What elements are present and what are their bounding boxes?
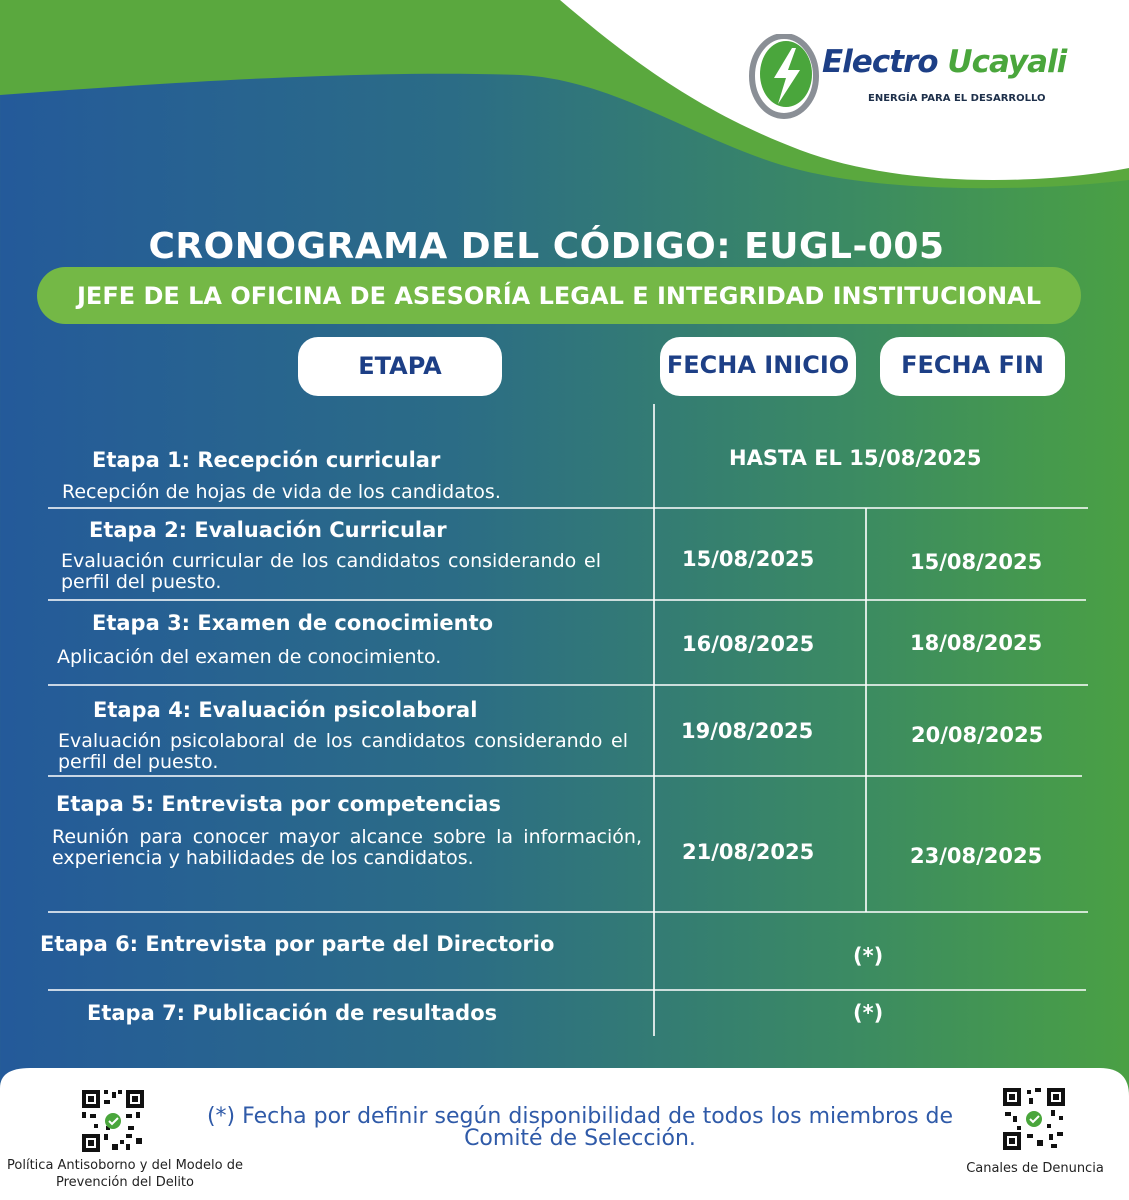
- brand-word-ucayali: Ucayali: [947, 44, 1067, 80]
- brand-tagline: ENERGÍA PARA EL DESARROLLO: [868, 93, 1046, 104]
- stage-2-title: Etapa 2: Evaluación Curricular: [89, 518, 447, 542]
- stage-1-range: HASTA EL 15/08/2025: [729, 446, 982, 470]
- stage-4-title: Etapa 4: Evaluación psicolaboral: [93, 698, 478, 722]
- header-fecha-fin: FECHA FIN: [880, 337, 1065, 396]
- qr-code-denuncia-icon[interactable]: [1001, 1086, 1067, 1152]
- stage-5-title: Etapa 5: Entrevista por competencias: [56, 792, 501, 816]
- footer-note: (*) Fecha por definir según disponibilidad de todos los miembros de Comité de Selección.: [206, 1104, 954, 1151]
- stage-4-end: 20/08/2025: [911, 723, 1044, 747]
- stage-3-desc: Aplicación del examen de conocimiento.: [57, 646, 442, 668]
- stage-6-range: (*): [853, 944, 884, 968]
- page-title: CRONOGRAMA DEL CÓDIGO: EUGL-005: [148, 226, 945, 267]
- stage-3-end: 18/08/2025: [910, 631, 1043, 655]
- stage-6-title: Etapa 6: Entrevista por parte del Directorio: [40, 932, 555, 956]
- stage-7-range: (*): [853, 1001, 884, 1025]
- page-subtitle: JEFE DE LA OFICINA DE ASESORÍA LEGAL E INTEGRIDAD INSTITUCIONAL: [77, 282, 1041, 310]
- stage-2-end: 15/08/2025: [910, 550, 1043, 574]
- denuncia-label: Canales de Denuncia: [966, 1161, 1104, 1176]
- brand-word-electro: Electro: [822, 44, 938, 80]
- stage-5-end: 23/08/2025: [910, 844, 1043, 868]
- antisoborno-label: Política Antisoborno y del Modelo de Prevención del Delito: [7, 1158, 243, 1190]
- stage-7-title: Etapa 7: Publicación de resultados: [87, 1001, 498, 1025]
- stage-3-start: 16/08/2025: [682, 632, 815, 656]
- stage-5-start: 21/08/2025: [682, 840, 815, 864]
- header-etapa: ETAPA: [298, 337, 502, 396]
- stage-1-title: Etapa 1: Recepción curricular: [92, 448, 441, 472]
- stage-3-title: Etapa 3: Examen de conocimiento: [92, 611, 494, 635]
- stage-2-desc: Evaluación curricular de los candidatos considerando el perfil del puesto.: [61, 550, 601, 593]
- stage-4-start: 19/08/2025: [681, 719, 814, 743]
- qr-code-antisoborno-icon[interactable]: [80, 1088, 146, 1154]
- stage-5-desc: Reunión para conocer mayor alcance sobre la información, experiencia y habilidades de los candidatos.: [52, 826, 642, 869]
- stage-2-start: 15/08/2025: [682, 547, 815, 571]
- header-fecha-inicio: FECHA INICIO: [660, 337, 856, 396]
- stage-1-desc: Recepción de hojas de vida de los candidatos.: [62, 481, 501, 503]
- stage-4-desc: Evaluación psicolaboral de los candidatos considerando el perfil del puesto.: [58, 730, 628, 773]
